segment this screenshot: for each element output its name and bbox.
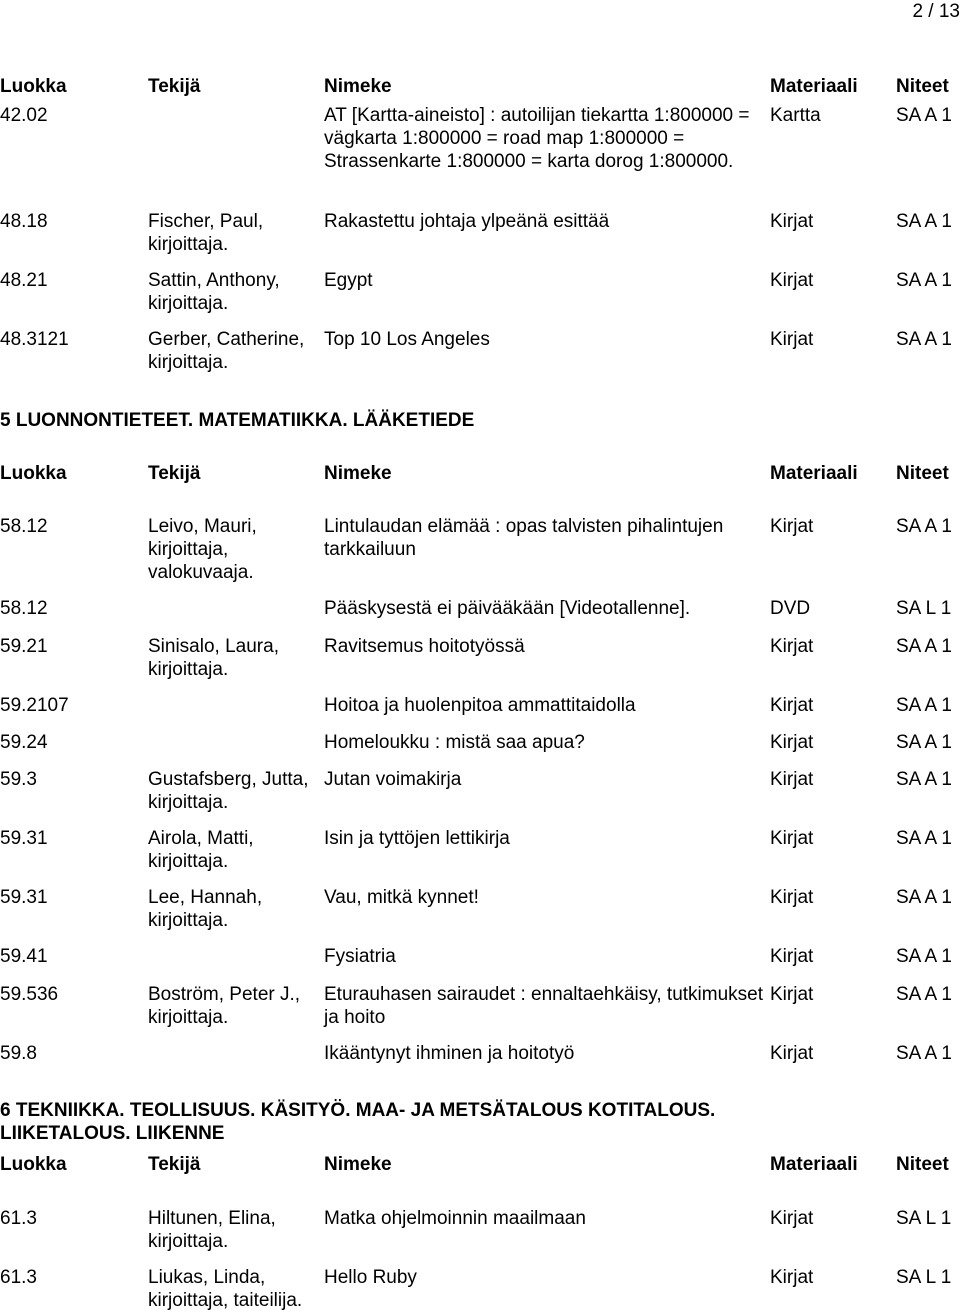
- cell-materiaali: Kirjat: [770, 828, 814, 849]
- cell-tekija: Fischer, Paul, kirjoittaja.: [148, 211, 264, 255]
- cell-niteet: SA A 1: [896, 516, 952, 537]
- column-header-niteet: Niteet: [896, 463, 949, 484]
- column-header-tekija: Tekijä: [148, 76, 201, 97]
- cell-niteet: SA A 1: [896, 211, 952, 232]
- cell-luokka: 59.41: [0, 946, 48, 967]
- cell-niteet: SA A 1: [896, 1043, 952, 1064]
- column-header-materiaali: Materiaali: [770, 76, 858, 97]
- cell-tekija: Lee, Hannah, kirjoittaja.: [148, 887, 263, 931]
- cell-materiaali: DVD: [770, 598, 811, 619]
- cell-nimeke: Egypt: [324, 270, 373, 291]
- cell-luokka: 58.12: [0, 598, 48, 619]
- cell-materiaali: Kirjat: [770, 984, 814, 1005]
- cell-luokka: 42.02: [0, 105, 48, 126]
- cell-luokka: 59.31: [0, 828, 48, 849]
- cell-tekija: Boström, Peter J., kirjoittaja.: [148, 984, 301, 1028]
- column-header-tekija: Tekijä: [148, 1154, 201, 1175]
- cell-tekija: Gustafsberg, Jutta, kirjoittaja.: [148, 769, 309, 813]
- cell-luokka: 48.3121: [0, 329, 69, 350]
- column-header-row: [0, 1153, 960, 1177]
- cell-niteet: SA A 1: [896, 769, 952, 790]
- cell-nimeke: Isin ja tyttöjen lettikirja: [324, 828, 510, 849]
- column-header-row: [0, 462, 960, 486]
- cell-niteet: SA A 1: [896, 984, 952, 1005]
- cell-nimeke: Hello Ruby: [324, 1267, 417, 1288]
- column-header-materiaali: Materiaali: [770, 463, 858, 484]
- cell-niteet: SA L 1: [896, 598, 952, 619]
- cell-niteet: SA A 1: [896, 946, 952, 967]
- cell-nimeke: Ikääntynyt ihminen ja hoitotyö: [324, 1043, 575, 1064]
- cell-luokka: 59.3: [0, 769, 37, 790]
- cell-nimeke: Pääskysestä ei päivääkään [Videotallenne].: [324, 598, 691, 619]
- cell-materiaali: Kirjat: [770, 887, 814, 908]
- cell-nimeke: Jutan voimakirja: [324, 769, 462, 790]
- cell-luokka: 61.3: [0, 1267, 37, 1288]
- cell-tekija: Sinisalo, Laura, kirjoittaja.: [148, 636, 279, 680]
- page-number: 2 / 13: [912, 1, 960, 22]
- cell-tekija: Leivo, Mauri, kirjoittaja, valokuvaaja.: [148, 516, 257, 583]
- cell-niteet: SA A 1: [896, 828, 952, 849]
- column-header-luokka: Luokka: [0, 463, 67, 484]
- cell-niteet: SA L 1: [896, 1267, 952, 1288]
- cell-tekija: Airola, Matti, kirjoittaja.: [148, 828, 254, 872]
- column-header-row: [0, 75, 960, 99]
- cell-luokka: 48.21: [0, 270, 48, 291]
- cell-materiaali: Kartta: [770, 105, 821, 126]
- cell-nimeke: Rakastettu johtaja ylpeänä esittää: [324, 211, 610, 232]
- cell-nimeke: Ravitsemus hoitotyössä: [324, 636, 525, 657]
- cell-niteet: SA A 1: [896, 105, 952, 126]
- section-title: 6 TEKNIIKKA. TEOLLISUUS. KÄSITYÖ. MAA- JA METSÄTALOUS KOTITALOUS. LIIKETALOUS. LIIKENNE: [0, 1100, 716, 1144]
- cell-luokka: 59.24: [0, 732, 48, 753]
- cell-nimeke: Fysiatria: [324, 946, 396, 967]
- cell-tekija: Hiltunen, Elina, kirjoittaja.: [148, 1208, 276, 1252]
- cell-materiaali: Kirjat: [770, 732, 814, 753]
- cell-luokka: 59.8: [0, 1043, 37, 1064]
- cell-luokka: 59.536: [0, 984, 59, 1005]
- cell-niteet: SA A 1: [896, 732, 952, 753]
- column-header-materiaali: Materiaali: [770, 1154, 858, 1175]
- cell-materiaali: Kirjat: [770, 1043, 814, 1064]
- cell-nimeke: Matka ohjelmoinnin maailmaan: [324, 1208, 586, 1229]
- cell-materiaali: Kirjat: [770, 1267, 814, 1288]
- column-header-luokka: Luokka: [0, 76, 67, 97]
- cell-luokka: 59.2107: [0, 695, 69, 716]
- column-header-tekija: Tekijä: [148, 463, 201, 484]
- cell-luokka: 48.18: [0, 211, 48, 232]
- cell-niteet: SA A 1: [896, 270, 952, 291]
- cell-materiaali: Kirjat: [770, 516, 814, 537]
- cell-materiaali: Kirjat: [770, 695, 814, 716]
- column-header-luokka: Luokka: [0, 1154, 67, 1175]
- cell-materiaali: Kirjat: [770, 270, 814, 291]
- cell-materiaali: Kirjat: [770, 946, 814, 967]
- cell-materiaali: Kirjat: [770, 329, 814, 350]
- cell-tekija: Sattin, Anthony, kirjoittaja.: [148, 270, 280, 314]
- cell-nimeke: Vau, mitkä kynnet!: [324, 887, 479, 908]
- cell-nimeke: AT [Kartta-aineisto] : autoilijan tiekartta 1:800000 = vägkarta 1:800000 = road map 1:800000 = Strassenkarte 1:800000 = karta dorog 1:800000.: [324, 105, 750, 172]
- cell-luokka: 59.31: [0, 887, 48, 908]
- column-header-nimeke: Nimeke: [324, 1154, 392, 1175]
- cell-luokka: 58.12: [0, 516, 48, 537]
- cell-luokka: 61.3: [0, 1208, 37, 1229]
- cell-tekija: Gerber, Catherine, kirjoittaja.: [148, 329, 305, 373]
- cell-nimeke: Top 10 Los Angeles: [324, 329, 490, 350]
- cell-nimeke: Eturauhasen sairaudet : ennaltaehkäisy, tutkimukset ja hoito: [324, 984, 764, 1028]
- cell-materiaali: Kirjat: [770, 1208, 814, 1229]
- cell-materiaali: Kirjat: [770, 636, 814, 657]
- section-title: 5 LUONNONTIETEET. MATEMATIIKKA. LÄÄKETIEDE: [0, 410, 475, 431]
- cell-nimeke: Hoitoa ja huolenpitoa ammattitaidolla: [324, 695, 636, 716]
- cell-niteet: SA L 1: [896, 1208, 952, 1229]
- cell-nimeke: Homeloukku : mistä saa apua?: [324, 732, 585, 753]
- cell-materiaali: Kirjat: [770, 769, 814, 790]
- column-header-niteet: Niteet: [896, 76, 949, 97]
- cell-nimeke: Lintulaudan elämää : opas talvisten pihalintujen tarkkailuun: [324, 516, 724, 560]
- column-header-nimeke: Nimeke: [324, 76, 392, 97]
- column-header-niteet: Niteet: [896, 1154, 949, 1175]
- cell-niteet: SA A 1: [896, 329, 952, 350]
- cell-materiaali: Kirjat: [770, 211, 814, 232]
- cell-tekija: Liukas, Linda, kirjoittaja, taiteilija.: [148, 1267, 303, 1311]
- cell-niteet: SA A 1: [896, 887, 952, 908]
- cell-luokka: 59.21: [0, 636, 48, 657]
- cell-niteet: SA A 1: [896, 695, 952, 716]
- cell-niteet: SA A 1: [896, 636, 952, 657]
- column-header-nimeke: Nimeke: [324, 463, 392, 484]
